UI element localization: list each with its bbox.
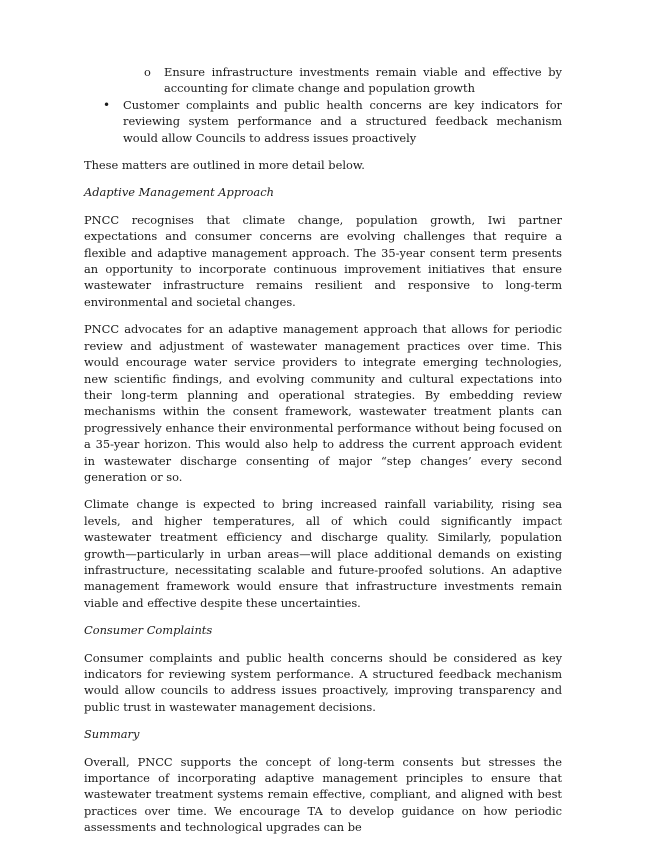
bullet-text: Customer complaints and public health concerns are key indicators for reviewing system performance and a structured feedback mechanism would allow Councils to address issues proactively [123,97,562,145]
sub-bullet-item [84,64,562,97]
section-heading-complaints: Consumer Complaints [84,623,213,638]
complaints-paragraph: Consumer complaints and public health concerns should be considered as key indicators for reviewing system performance. A structured feedback mechanism would allow councils to address issues proactively, improving transparency and public trust in wastewater management decisions. [84,650,562,714]
sub-bullet-text: Ensure infrastructure investments remain viable and effective by accounting for climate change and population growth [164,65,562,96]
dot-bullet-icon: • [103,97,111,112]
document-page [84,64,562,836]
adaptive-paragraph-1: PNCC recognises that climate change, population growth, Iwi partner expectations and consumer concerns are evolving challenges that require a flexible and adaptive management approach. The 35-year consent term presents an opportunity to incorporate continuous improvement initiatives that ensure wastewater infrastructure remains resilient and responsive to long-term environmental and societal changes. [84,212,562,309]
circle-bullet-icon: o [144,65,151,79]
adaptive-paragraph-3: Climate change is expected to bring increased rainfall variability, rising sea levels, and higher temperatures, all of which could significantly impact wastewater treatment efficiency and discharge quality. Similarly, population growth—particularly in urban areas—will place additional demands on existing infrastructure, necessitating scalable and future-proofed solutions. An adaptive management framework would ensure that infrastructure investments remain viable and effective despite these uncertainties. [84,497,562,610]
section-heading-summary: Summary [84,727,140,742]
bullet-item [84,97,562,146]
intro-paragraph: These matters are outlined in more detail below. [84,158,365,173]
summary-paragraph: Overall, PNCC supports the concept of long-term consents but stresses the importance of incorporating adaptive management principles to ensure that wastewater treatment systems remain effective, compliant, and aligned with best practices over time. We encourage TA to develop guidance on how periodic assessments and technological upgrades can be [84,754,562,835]
adaptive-paragraph-2: PNCC advocates for an adaptive management approach that allows for periodic review and adjustment of wastewater management practices over time. This would encourage water service providers to integrate emerging technologies, new scientific findings, and evolving community and cultural expectations into their long-term planning and operational strategies. By embedding review mechanisms within the consent framework, wastewater treatment plants can progressively enhance their environmental performance without being focused on a 35-year horizon. This would also help to address the current approach evident in wastewater discharge consenting of major “step changes’ every second generation or so. [84,322,562,484]
section-heading-adaptive: Adaptive Management Approach [84,185,274,200]
